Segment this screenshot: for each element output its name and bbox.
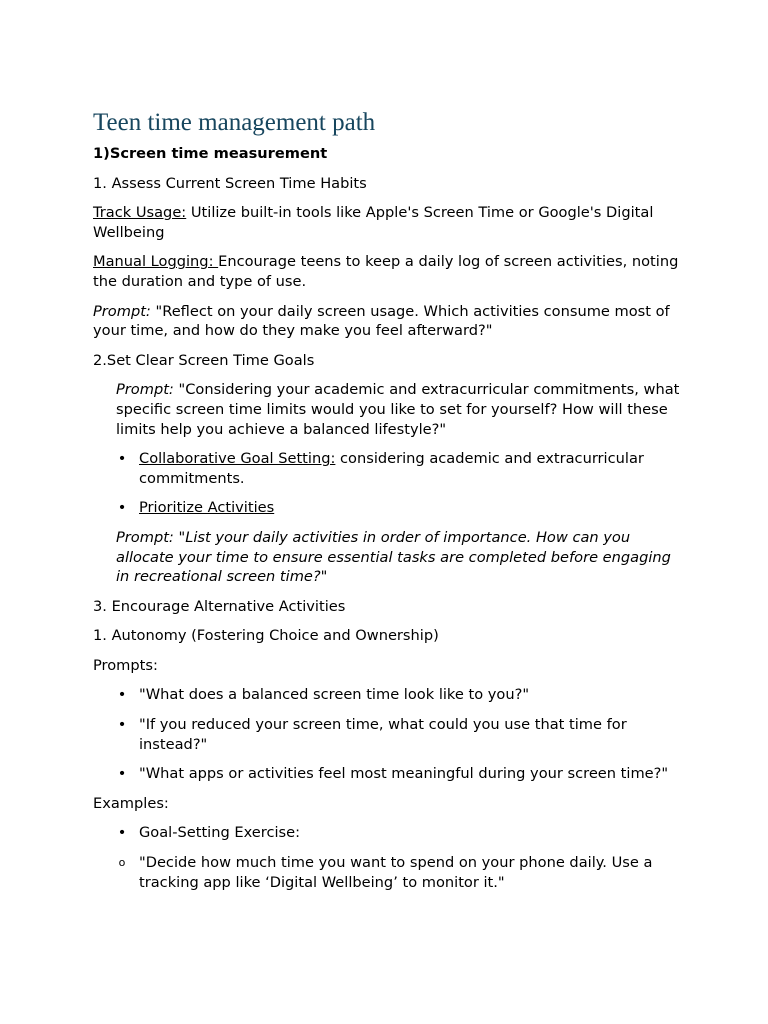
circle-bullet-icon: o xyxy=(118,856,126,870)
track-usage-text: Utilize built-in tools like Apple's Screen Time or Google's Digital Wellbeing xyxy=(93,204,654,241)
goal-setting-label: Goal-Setting Exercise: xyxy=(139,824,301,842)
bullet-icon: • xyxy=(117,765,127,783)
prompt-reflect-text: "Reflect on your daily screen usage. Which activities consume most of your time, and how do they make you feel afterward?" xyxy=(93,302,670,340)
sub-list-item xyxy=(116,853,683,892)
step-1-heading: 1. Assess Current Screen Time Habits xyxy=(93,174,367,192)
bullet-icon: • xyxy=(117,824,127,842)
prompt-label: Prompt: xyxy=(116,381,174,399)
autonomy-heading: 1. Autonomy (Fostering Choice and Ownership) xyxy=(93,627,439,645)
prompt-bullet-text: "What does a balanced screen time look like to you?" xyxy=(139,686,530,704)
prompt-close-quote: " xyxy=(320,568,328,586)
prompt-prioritize-text: List your daily activities in order of importance. How can you allocate your time to ensure essential tasks are completed before engaging in recreational screen time? xyxy=(116,528,671,586)
collaborative-goal-text: considering academic and extracurricular commitments. xyxy=(139,450,644,487)
prompt-label: Prompt: xyxy=(93,302,151,320)
prompt-label: Prompt: xyxy=(116,528,174,546)
document-page xyxy=(93,108,683,902)
bullet-icon: • xyxy=(117,450,127,468)
list-item xyxy=(116,764,683,784)
bullet-icon: • xyxy=(117,499,127,517)
list-item-prioritize xyxy=(116,498,683,518)
step-3-heading: 3. Encourage Alternative Activities xyxy=(93,597,346,615)
manual-logging-paragraph xyxy=(93,252,683,291)
list-item-collaborative-goal xyxy=(116,449,683,488)
list-item xyxy=(116,715,683,754)
prompt-bullet-text: "If you reduced your screen time, what could you use that time for instead?" xyxy=(139,716,627,753)
track-usage-label: Track Usage: xyxy=(93,204,187,222)
bullet-icon: • xyxy=(117,686,127,704)
prompt-goals-text: "Considering your academic and extracurricular commitments, what specific screen time limits would you like to set for yourself? How will these limits help you achieve a balanced lifestyle?" xyxy=(116,381,680,438)
manual-logging-label: Manual Logging: xyxy=(93,253,219,271)
document-title: Teen time management path xyxy=(93,109,376,136)
section-heading: 1)Screen time measurement xyxy=(93,145,328,162)
prompt-bullet-text: "What apps or activities feel most meaningful during your screen time?" xyxy=(139,765,669,783)
list-item-goal-setting xyxy=(116,823,683,843)
bullet-icon: • xyxy=(117,716,127,734)
prompt-prioritize-paragraph xyxy=(116,528,683,587)
example-sub-text: "Decide how much time you want to spend on your phone daily. Use a tracking app like ‘Digital Wellbeing’ to monitor it." xyxy=(139,854,653,891)
track-usage-paragraph xyxy=(93,203,683,242)
prompt-open-quote: " xyxy=(173,528,186,546)
manual-logging-text: Encourage teens to keep a daily log of screen activities, noting the duration and type of use. xyxy=(93,253,679,290)
prompt-goals-paragraph xyxy=(116,380,683,439)
examples-heading: Examples: xyxy=(93,794,169,812)
list-item xyxy=(116,685,683,705)
prompts-heading: Prompts: xyxy=(93,656,158,674)
step-2-heading: 2.Set Clear Screen Time Goals xyxy=(93,351,315,369)
prioritize-label: Prioritize Activities xyxy=(139,499,275,517)
prompt-reflect-paragraph xyxy=(93,302,683,341)
collaborative-goal-label: Collaborative Goal Setting: xyxy=(139,450,336,468)
